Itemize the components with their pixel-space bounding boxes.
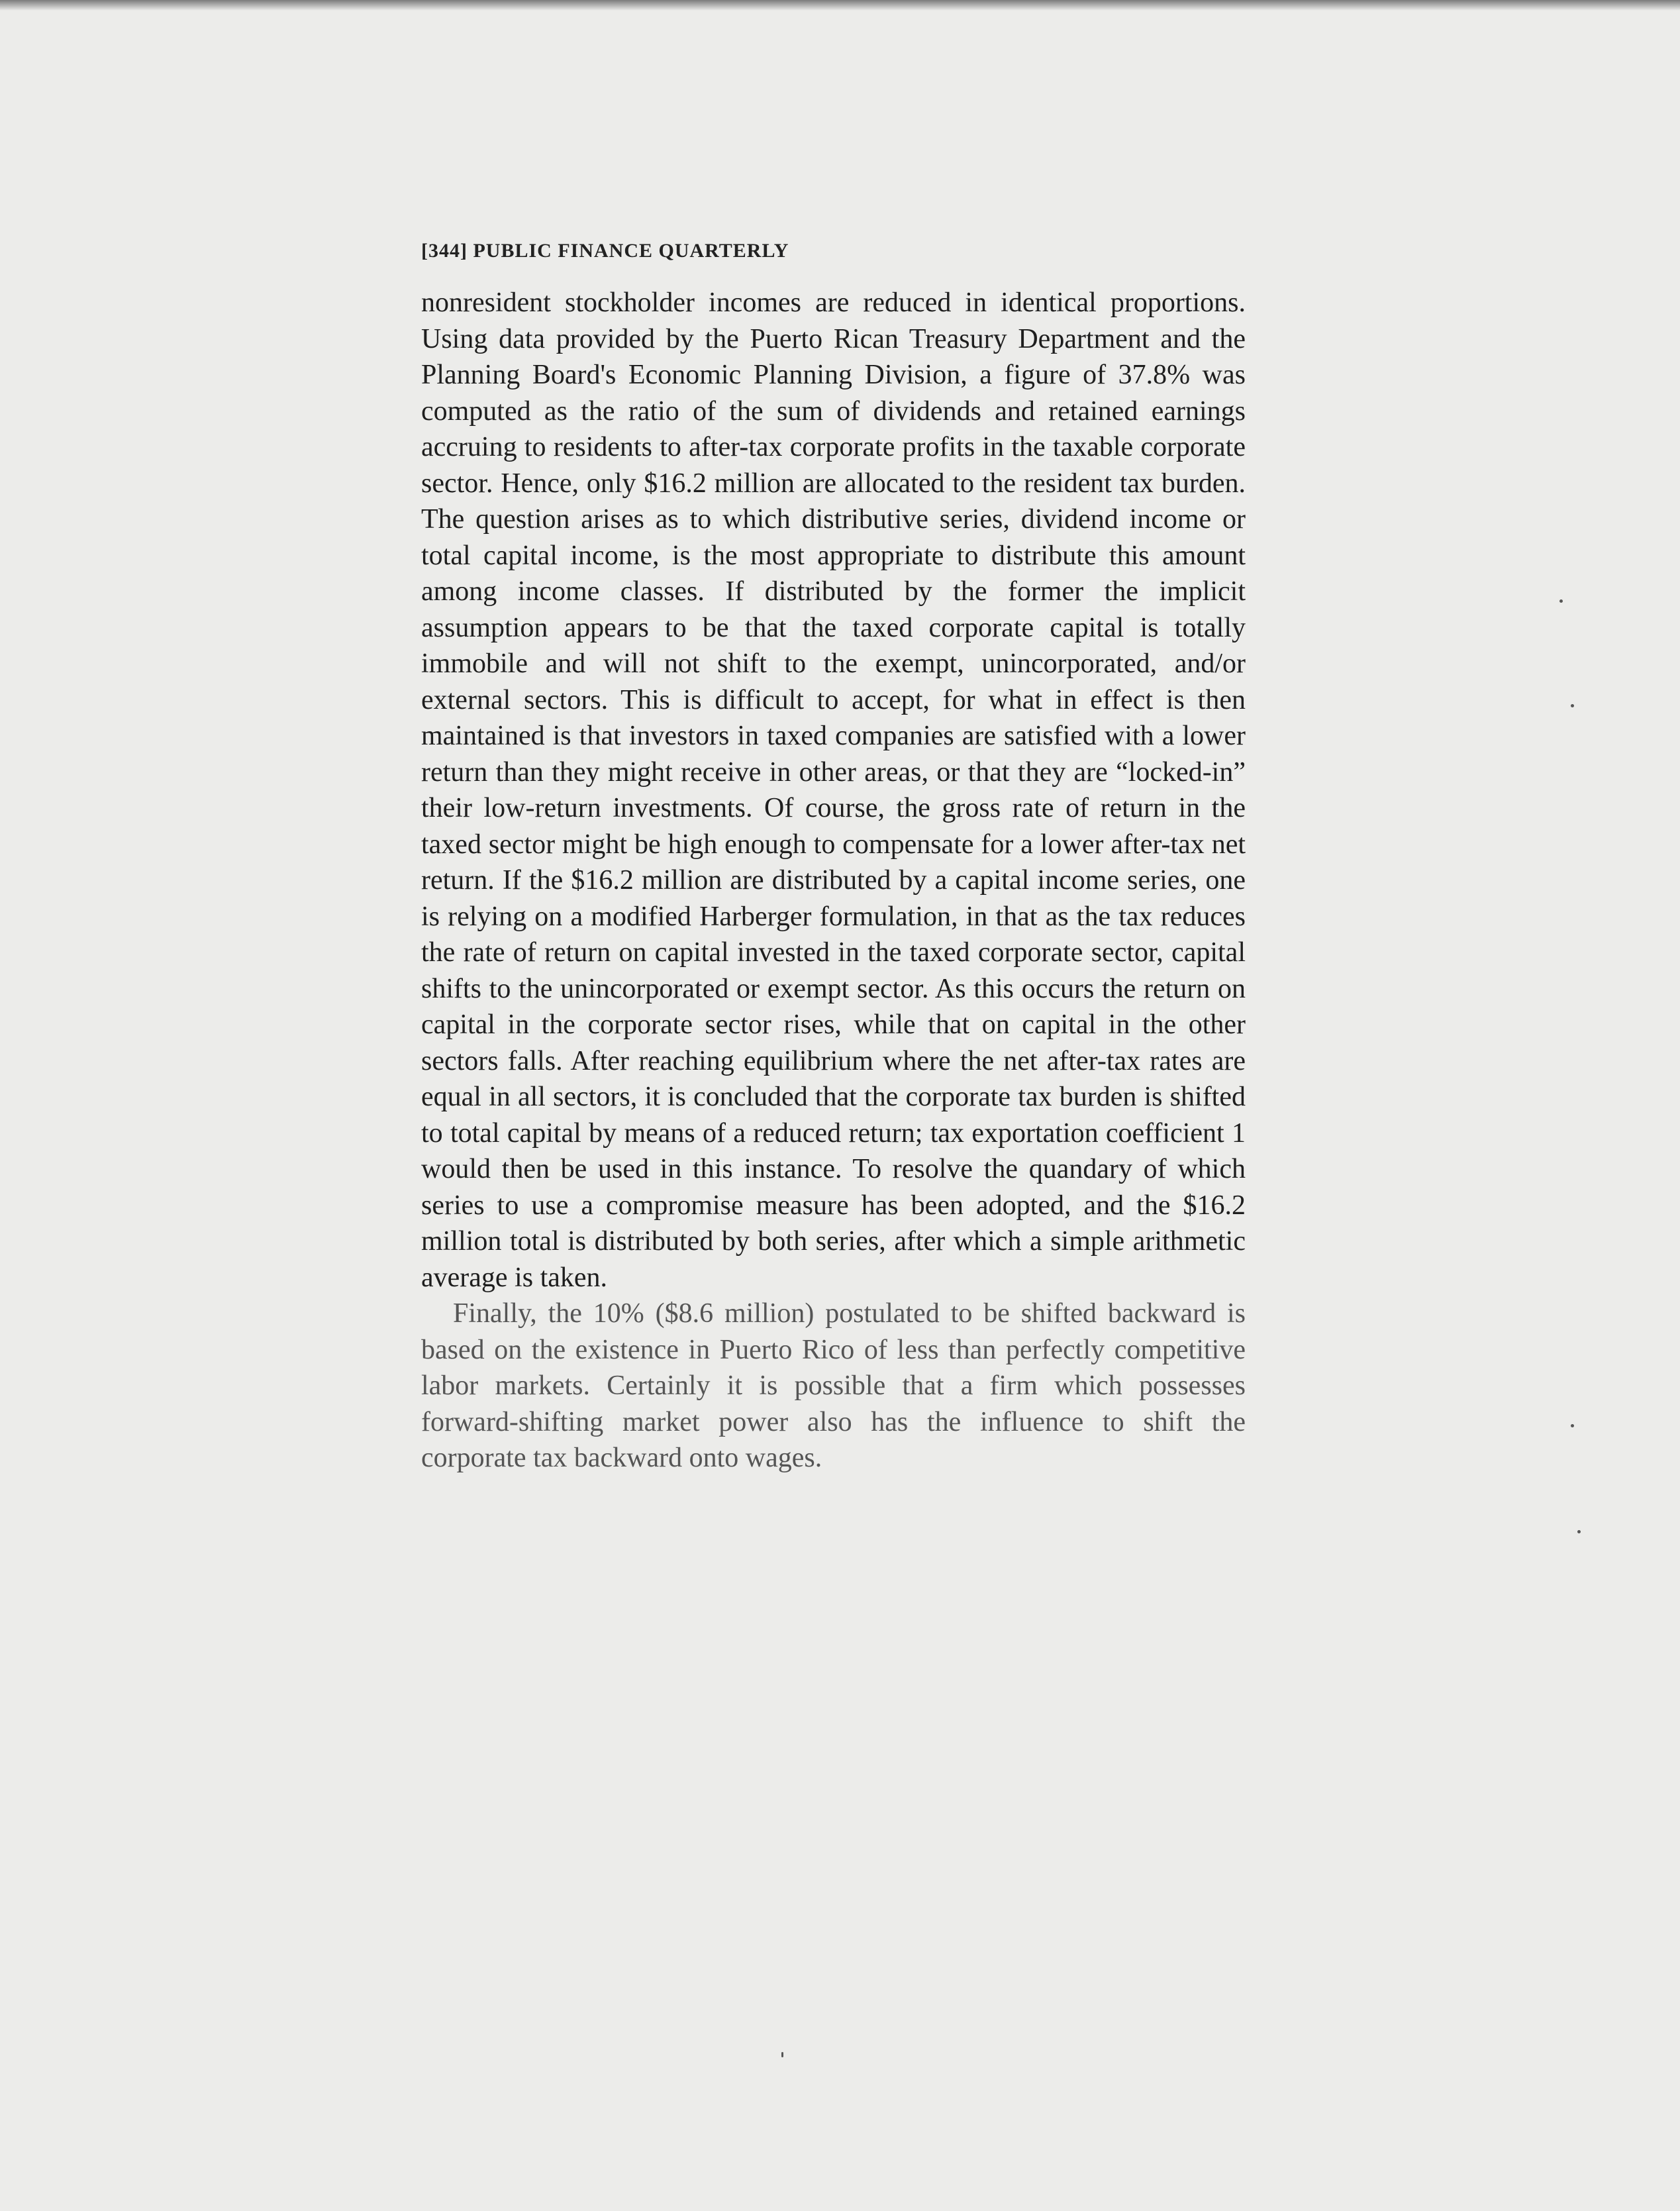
paragraph-2: Finally, the 10% ($8.6 million) postulated to be shifted backward is based on the existence in Puerto Rico of less than perfectly competitive labor markets. Certainly it is possible that a firm which possesses forward-shifting market power also has the influence to shift the corporate tax backward onto wages. [421,1298,1246,1473]
scan-speck [1577,1530,1581,1533]
body-text [421,285,1246,1476]
scan-speck [1571,1424,1574,1427]
scan-speck [1559,599,1563,603]
paragraph-1: nonresident stockholder incomes are reduced in identical proportions. Using data provided by the Puerto Rican Treasury Department and the Planning Board's Economic Planning Division, a figure of 37.8% was computed as the ratio of the sum of dividends and retained earnings accruing to residents to after-tax corporate profits in the taxable corporate sector. Hence, only $16.2 million are allocated to the resident tax burden. The question arises as to which distributive series, dividend income or total capital income, is the most appropriate to distribute this amount among income classes. If distributed by the former the implicit assumption appears to be that the taxed corporate capital is totally immobile and will not shift to the exempt, unincorporated, and/or external sectors. This is difficult to accept, for what in effect is then maintained is that investors in taxed companies are satisfied with a lower return than they might receive in other areas, or that they are “locked-in” their low-return investments. Of course, the gross rate of return in the taxed sector might be high enough to compensate for a lower after-tax net return. If the $16.2 million are distributed by a capital income series, one is relying on a modified Harberger formulation, in that as the tax reduces the rate of return on capital invested in the taxed corporate sector, capital shifts to the unincorporated or exempt sector. As this occurs the return on capital in the corporate sector rises, while that on capital in the other sectors falls. After reaching equilibrium where the net after-tax rates are equal in all sectors, it is concluded that the corporate tax burden is shifted to total capital by means of a reduced return; tax exportation coefficient 1 would then be used in this instance. To resolve the quandary of which series to use a compromise measure has been adopted, and the $16.2 million total is distributed by both series, after which a simple arithmetic average is taken. [421,287,1246,1293]
scan-top-edge [0,0,1680,11]
running-head: [344] PUBLIC FINANCE QUARTERLY [421,240,789,262]
scan-speck [1571,704,1574,707]
scan-speck [781,2052,783,2057]
